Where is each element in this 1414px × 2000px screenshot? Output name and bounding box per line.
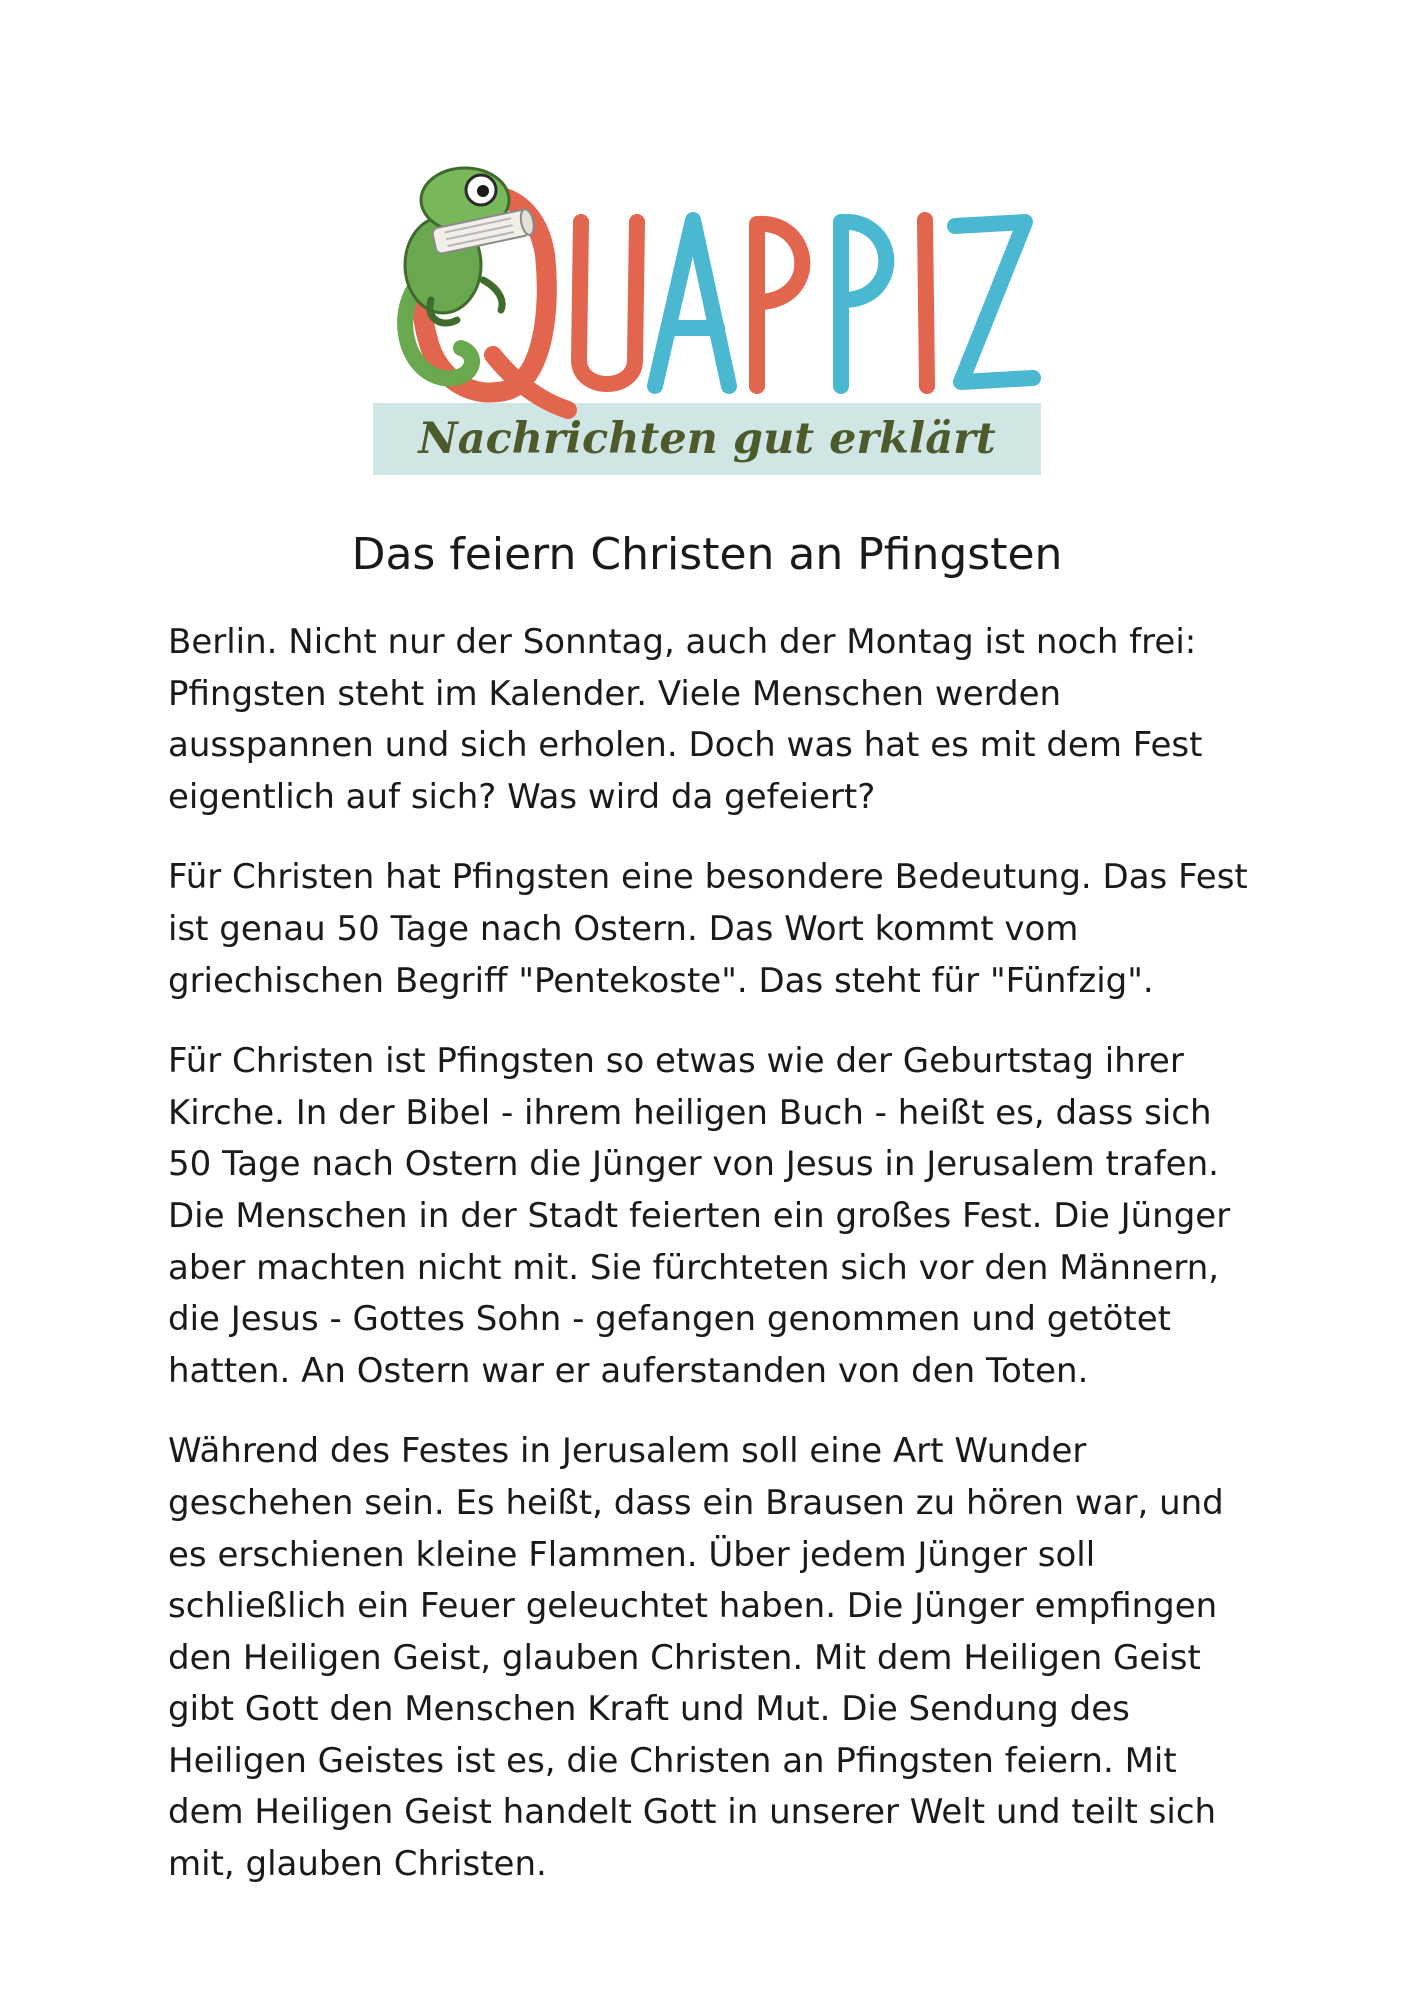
logo-tagline: Nachrichten gut erklärt xyxy=(418,414,996,464)
article-paragraph-3: Für Christen ist Pfingsten so etwas wie der Geburtstag ihrer Kirche. In der Bibel - ihrem heiligen Buch - heißt es, dass sich 50 Tage nach Ostern die Jünger von Jesus in Jerusalem trafen. Die Menschen in der Stadt feierten ein großes Fest. Die Jünger aber machten nicht mit. Sie fürchteten sich vor den Männern, die Jesus - Gottes Sohn - gefangen genommen und getötet hatten. An Ostern war er auferstanden von den Toten. xyxy=(168,1041,1231,1391)
quappiz-logo xyxy=(373,160,1041,480)
article-paragraph-4: Während des Festes in Jerusalem soll eine Art Wunder geschehen sein. Es heißt, dass ein Brausen zu hören war, und es erschienen kleine Flammen. Über jedem Jünger soll schließlich ein Feuer geleuchtet haben. Die Jünger empfingen den Heiligen Geist, glauben Christen. Mit dem Heiligen Geist gibt Gott den Menschen Kraft und Mut. Die Sendung des Heiligen Geistes ist es, die Christen an Pfingsten feiern. Mit dem Heiligen Geist handelt Gott in unserer Welt und teilt sich mit, glauben Christen. xyxy=(168,1431,1224,1885)
article-paragraph-2: Für Christen hat Pfingsten eine besondere Bedeutung. Das Fest ist genau 50 Tage nach Ostern. Das Wort kommt vom griechischen Begriff "Pentekoste". Das steht für "Fünfzig". xyxy=(168,857,1248,1001)
article-title: Das feiern Christen an Pfingsten xyxy=(351,529,1063,580)
logo-letter-u xyxy=(579,222,637,384)
logo-letter-i xyxy=(925,220,927,386)
quappiz-logo-graphic xyxy=(373,160,1041,480)
logo-letter-p2 xyxy=(841,222,886,386)
article-paragraph-1: Berlin. Nicht nur der Sonntag, auch der Montag ist noch frei: Pfingsten steht im Kalender. Viele Menschen werden ausspannen und sich erholen. Doch was hat es mit dem Fest eigentlich auf sich? Was wird da gefeiert? xyxy=(168,622,1203,817)
article-body xyxy=(168,617,1258,1920)
logo-letter-z xyxy=(955,222,1033,382)
logo-letter-p1 xyxy=(757,224,802,386)
logo-letter-a xyxy=(655,220,729,386)
